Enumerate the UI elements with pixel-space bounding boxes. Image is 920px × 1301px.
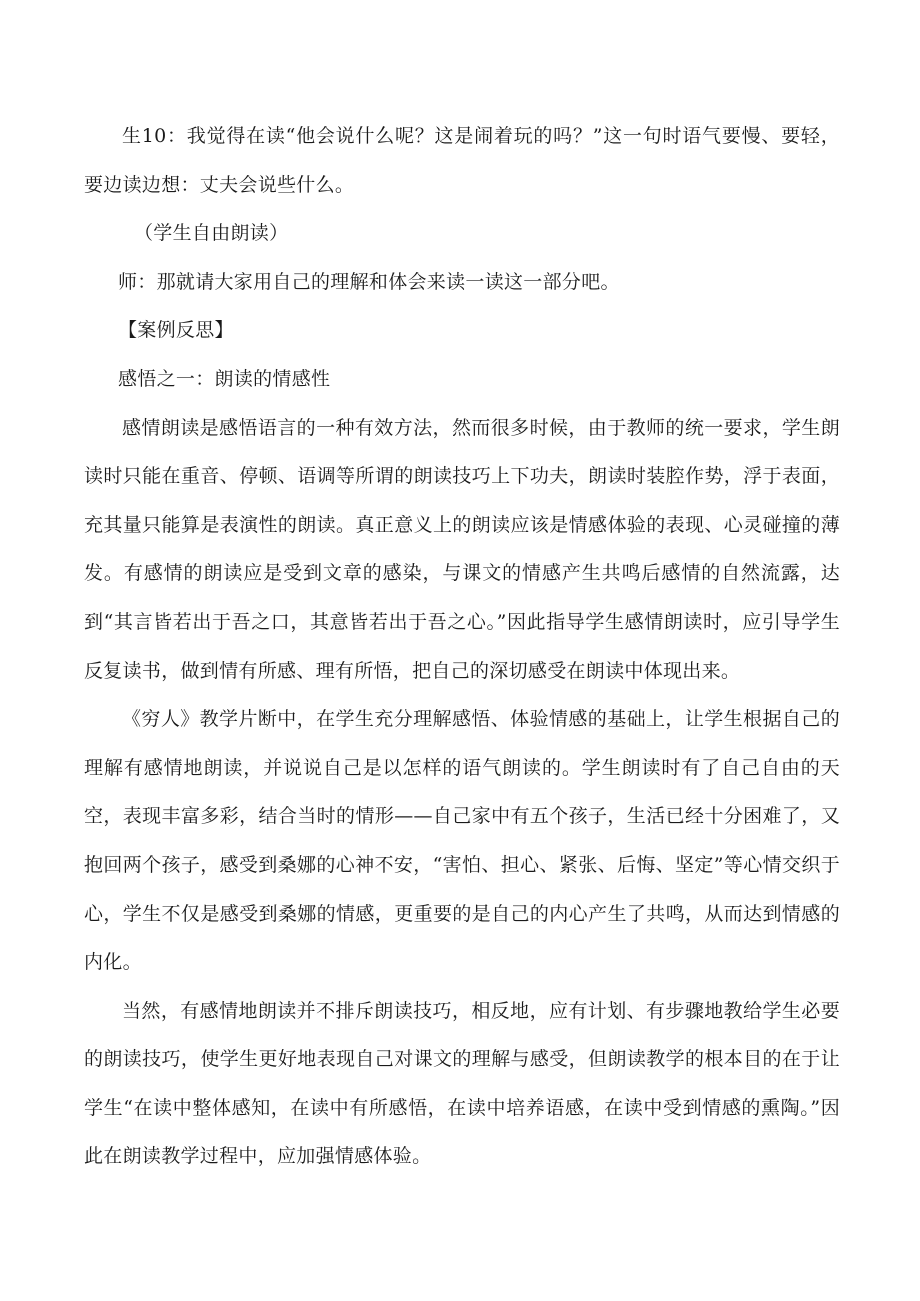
paragraph-reading-skills: 当然，有感情地朗读并不排斥朗读技巧，相反地，应有计划、有步骤地教给学生必要的朗读技巧，使学生更好地表现自己对课文的理解与感受，但朗读教学的根本目的在于让学生“在读中整体感知，在读中有所感悟，在读中培养语感，在读中受到情感的熏陶。”因此在朗读教学过程中，应加强情感体验。 — [84, 999, 840, 1168]
paragraph-poor-people-lesson: 《穷人》教学片断中，在学生充分理解感悟、体验情感的基础上，让学生根据自己的理解有感情地朗读，并说说自己是以怎样的语气朗读的。学生朗读时有了自己自由的天空，表现丰富多彩，结合当时的情形——自己家中有五个孩子，生活已经十分困难了，又抱回两个孩子，感受到桑娜的心神不安，“害怕、担心、紧张、后悔、坚定”等心情交织于心，学生不仅是感受到桑娜的情感，更重要的是自己的内心产生了共鸣，从而达到情感的内化。 — [84, 708, 840, 974]
section-heading-case-reflection: 【案例反思】 — [118, 319, 234, 342]
document-page — [84, 112, 840, 1181]
paragraph-teacher: 师：那就请大家用自己的理解和体会来读一读这一部分吧。 — [118, 270, 620, 293]
paragraph-student-10: 生10：我觉得在读“他会说什么呢？这是闹着玩的吗？”这一句时语气要慢、要轻，要边读边想：丈夫会说些什么。 — [84, 125, 840, 196]
paragraph-emotional-reading: 感情朗读是感悟语言的一种有效方法，然而很多时候，由于教师的统一要求，学生朗读时只能在重音、停顿、语调等所谓的朗读技巧上下功夫，朗读时装腔作势，浮于表面，充其量只能算是表演性的朗读。真正意义上的朗读应该是情感体验的表现、心灵碰撞的薄发。有感情的朗读应是受到文章的感染，与课文的情感产生共鸣后感情的自然流露，达到“其言皆若出于吾之口，其意皆若出于吾之心。”因此指导学生感情朗读时，应引导学生反复读书，做到情有所感、理有所悟，把自己的深切感受在朗读中体现出来。 — [84, 416, 840, 682]
subheading-insight-one: 感悟之一：朗读的情感性 — [118, 367, 331, 390]
paragraph-free-reading: （学生自由朗读） — [134, 222, 289, 245]
